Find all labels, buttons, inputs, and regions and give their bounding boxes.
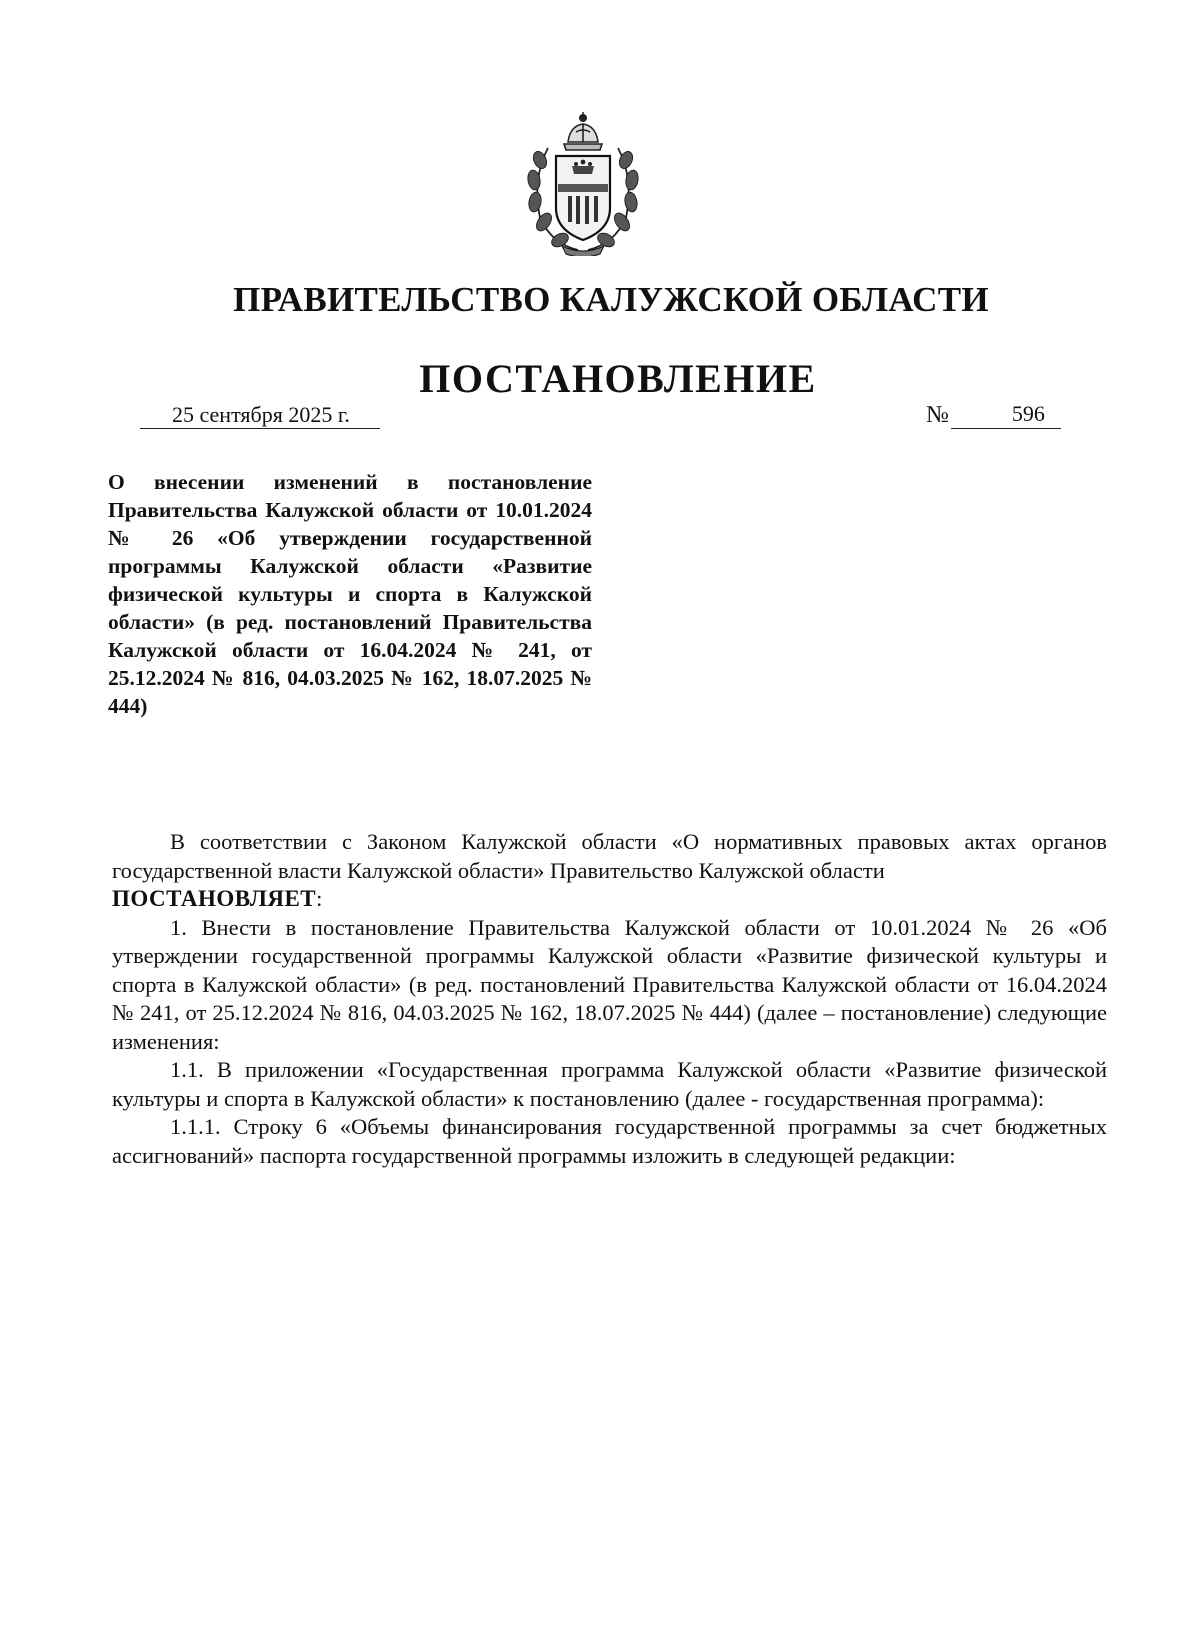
document-date: 25 сентября 2025 г. xyxy=(140,402,380,429)
paragraph-1: 1. Внести в постановление Правительства Калужской области от 10.01.2024 № 26 «Об утверждении государственной программы Калужской области «Развитие физической культуры и спорта в Калужской области» (в ред. постановлений Правительства Калужской области от 16.04.2024 № 241, от 25.12.2024 № 816, 04.03.2025 № 162, 18.07.2025 № 444) (далее – постановление) следующие изменения: xyxy=(112,914,1107,1054)
government-title: ПРАВИТЕЛЬСТВО КАЛУЖСКОЙ ОБЛАСТИ xyxy=(233,280,989,319)
document-body xyxy=(112,828,1107,1170)
decree-word: ПОСТАНОВЛЯЕТ xyxy=(112,886,317,911)
coat-of-arms-emblem xyxy=(518,108,648,256)
intro-text: В соответствии с Законом Калужской области «О нормативных правовых актах органов государственной власти Калужской области» Правительство Калужской области xyxy=(112,829,1107,883)
paragraph-1-1: 1.1. В приложении «Государственная программа Калужской области «Развитие физической культуры и спорта в Калужской области» к постановлению (далее - государственная программа): xyxy=(112,1057,1107,1111)
document-number xyxy=(926,400,1061,429)
number-label: № xyxy=(926,402,949,428)
document-heading: О внесении изменений в постановление Правительства Калужской области от 10.01.2024 № 26 «Об утверждении государственной программы Калужской области «Развитие физической культуры и спорта в Калужской области» (в ред. постановлений Правительства Калужской области от 16.04.2024 № 241, от 25.12.2024 № 816, 04.03.2025 № 162, 18.07.2025 № 444) xyxy=(108,470,592,718)
decree-line xyxy=(112,885,1107,914)
decree-colon: : xyxy=(316,886,323,911)
document-type-title: ПОСТАНОВЛЕНИЕ xyxy=(419,356,817,401)
paragraph-1-1-1: 1.1.1. Строку 6 «Объемы финансирования государственной программы за счет бюджетных ассигнований» паспорта государственной программы изложить в следующей редакции: xyxy=(112,1114,1107,1168)
intro-paragraph xyxy=(112,828,1107,885)
number-value: 596 xyxy=(951,400,1061,429)
